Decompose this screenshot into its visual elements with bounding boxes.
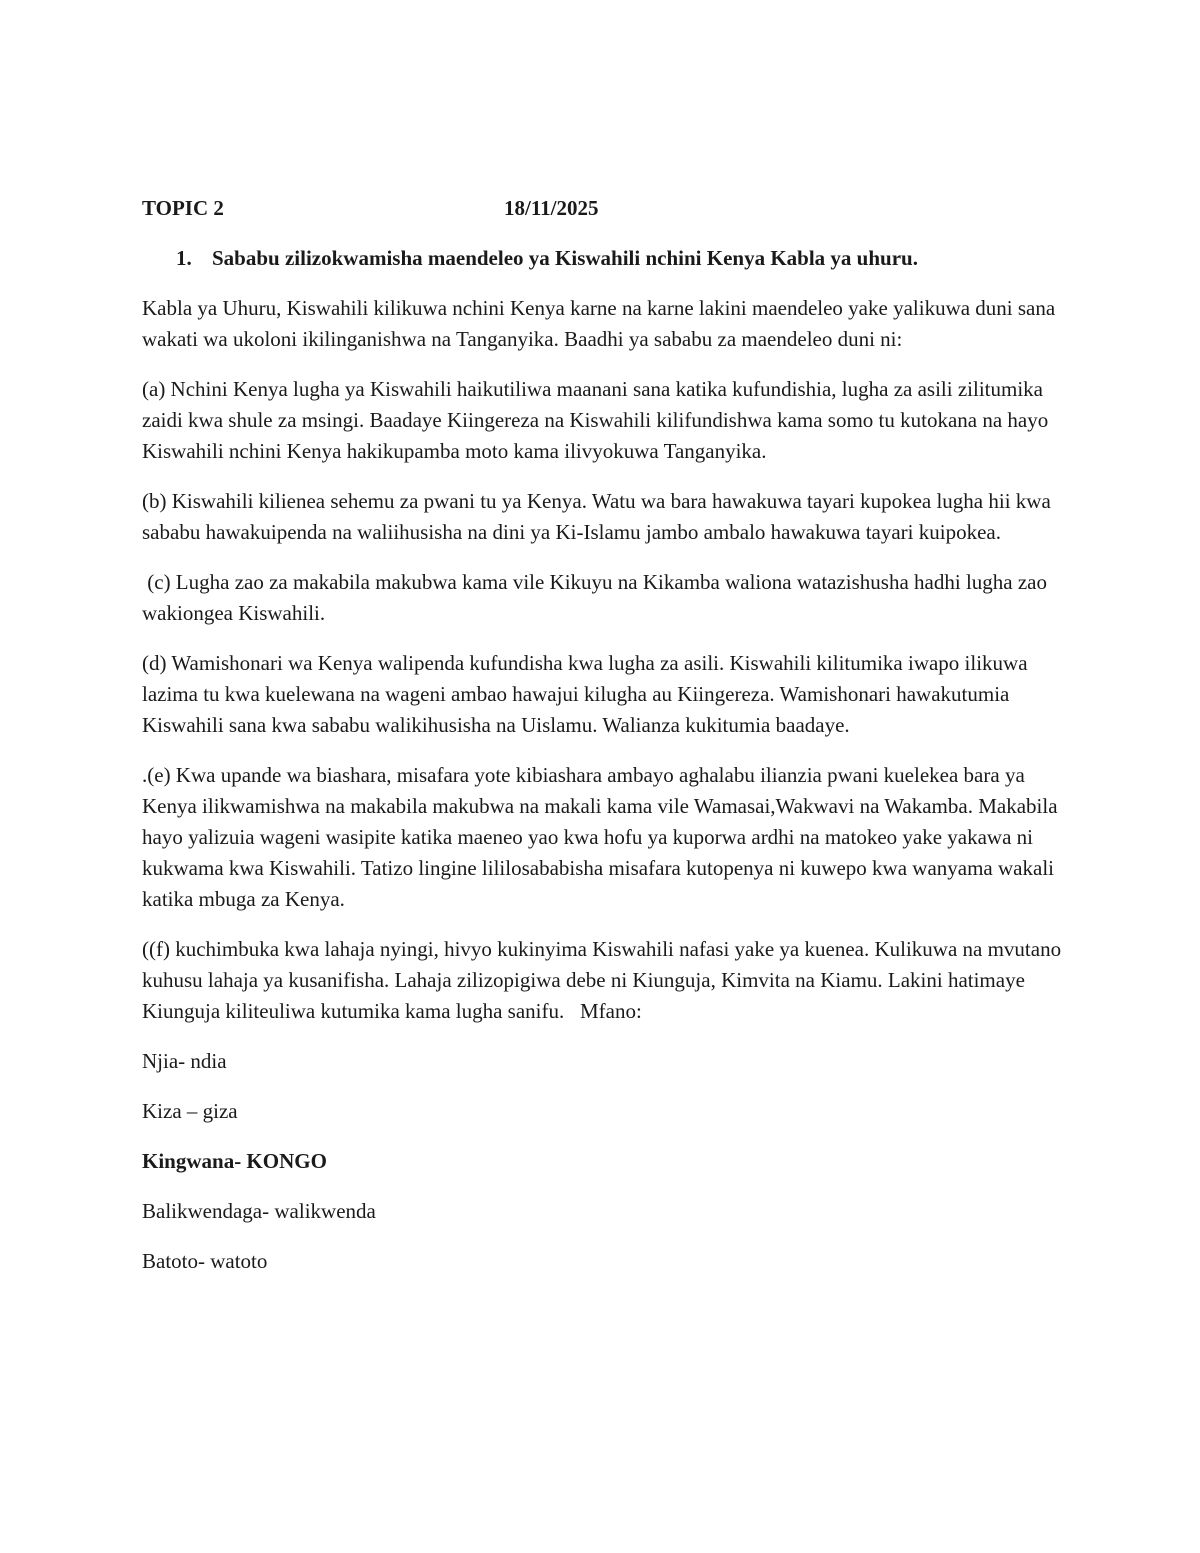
point-d: (d) Wamishonari wa Kenya walipenda kufundisha kwa lugha za asili. Kiswahili kilitumika iwapo ilikuwa lazima tu kwa kuelewana na wageni ambao hawajui kilugha au Kiingereza. Wamishonari hawakutumia Kiswahili sana kwa sababu walikihusisha na Uislamu. Walianza kukitumia baadaye. [142, 651, 1028, 737]
question-number: 1. [176, 246, 192, 270]
example-4: Batoto- watoto [142, 1249, 268, 1273]
subheading: Kingwana- KONGO [142, 1149, 327, 1173]
topic-header [142, 193, 1072, 224]
topic-label: TOPIC 2 [142, 196, 224, 220]
document-page [142, 193, 1072, 1296]
point-b: (b) Kiswahili kilienea sehemu za pwani tu ya Kenya. Watu wa bara hawakuwa tayari kupokea lugha hii kwa sababu hawakuipenda na waliihusisha na dini ya Ki-Islamu jambo ambalo hawakuwa tayari kuipokea. [142, 489, 1051, 544]
date-label: 18/11/2025 [504, 196, 599, 220]
example-3: Balikwendaga- walikwenda [142, 1199, 376, 1223]
point-c: (c) Lugha zao za makabila makubwa kama vile Kikuyu na Kikamba waliona watazishusha hadhi lugha zao wakiongea Kiswahili. [142, 570, 1053, 625]
point-a: (a) Nchini Kenya lugha ya Kiswahili haikutiliwa maanani sana katika kufundishia, lugha za asili zilitumika zaidi kwa shule za msingi. Baadaye Kiingereza na Kiswahili kilifundishwa kama somo tu kutokana na hayo Kiswahili nchini Kenya hakikupamba moto kama ilivyokuwa Tanganyika. [142, 377, 1049, 463]
question-text: Sababu zilizokwamisha maendeleo ya Kiswahili nchini Kenya Kabla ya uhuru. [212, 246, 918, 270]
example-1: Njia- ndia [142, 1049, 227, 1073]
intro-paragraph: Kabla ya Uhuru, Kiswahili kilikuwa nchini Kenya karne na karne lakini maendeleo yake yalikuwa duni sana wakati wa ukoloni ikilinganishwa na Tanganyika. Baadhi ya sababu za maendeleo duni ni: [142, 296, 1056, 351]
example-2: Kiza – giza [142, 1099, 238, 1123]
point-f: ((f) kuchimbuka kwa lahaja nyingi, hivyo kukinyima Kiswahili nafasi yake ya kuenea. Kulikuwa na mvutano kuhusu lahaja ya kusanifisha. Lahaja zilizopigiwa debe ni Kiunguja, Kimvita na Kiamu. Lakini hatimaye Kiunguja kiliteuliwa kutumika kama lugha sanifu. Mfano: [142, 937, 1067, 1023]
question-title [176, 243, 1072, 274]
point-e: .(e) Kwa upande wa biashara, misafara yote kibiashara ambayo aghalabu ilianzia pwani kuelekea bara ya Kenya ilikwamishwa na makabila makubwa na makali kama vile Wamasai,Wakwavi na Wakamba. Makabila hayo yalizuia wageni wasipite katika maeneo yao kwa hofu ya kuporwa ardhi na matokeo yake yakawa ni kukwama kwa Kiswahili. Tatizo lingine lililosababisha misafara kutopenya ni kuwepo kwa wanyama wakali katika mbuga za Kenya. [142, 763, 1058, 911]
